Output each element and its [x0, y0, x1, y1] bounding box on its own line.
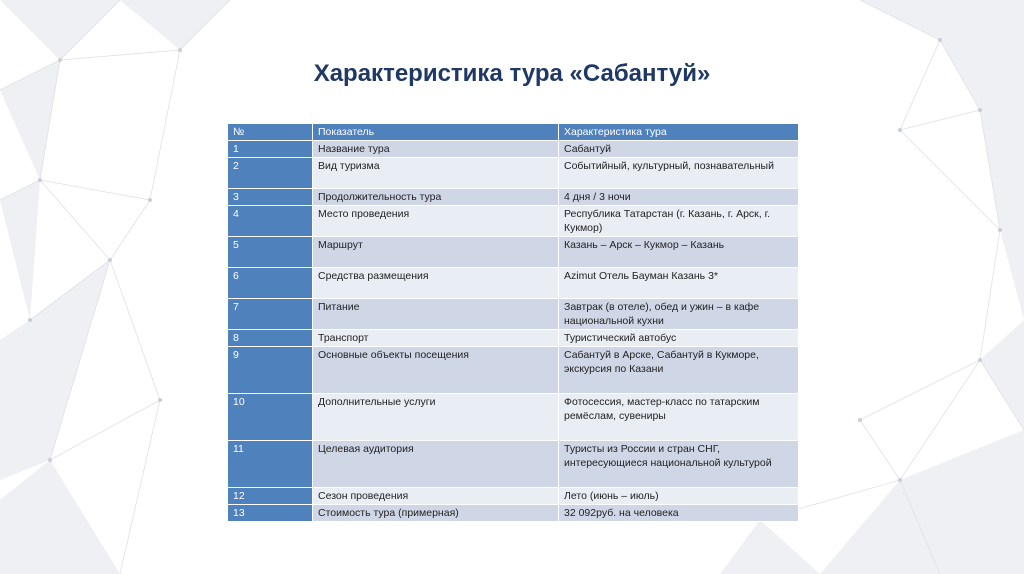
table-row: [228, 347, 799, 394]
row-value: Лето (июнь – июль): [559, 488, 799, 505]
table-row: [228, 158, 799, 189]
row-value: Фотосессия, мастер-класс по татарским ремёслам, сувениры: [559, 394, 799, 441]
table-row: [228, 505, 799, 522]
row-number: 8: [228, 330, 313, 347]
row-parameter: Целевая аудитория: [313, 441, 559, 488]
table-row: [228, 441, 799, 488]
row-value: Azimut Отель Бауман Казань 3*: [559, 268, 799, 299]
table-row: [228, 268, 799, 299]
row-parameter: Маршрут: [313, 237, 559, 268]
row-parameter: Питание: [313, 299, 559, 330]
row-value: Туристы из России и стран СНГ, интересующиеся национальной культурой: [559, 441, 799, 488]
row-value: Туристический автобус: [559, 330, 799, 347]
row-number: 10: [228, 394, 313, 441]
row-parameter: Вид туризма: [313, 158, 559, 189]
row-value: Событийный, культурный, познавательный: [559, 158, 799, 189]
row-parameter: Название тура: [313, 141, 559, 158]
row-number: 7: [228, 299, 313, 330]
row-parameter: Стоимость тура (примерная): [313, 505, 559, 522]
row-parameter: Основные объекты посещения: [313, 347, 559, 394]
row-value: 4 дня / 3 ночи: [559, 189, 799, 206]
row-value: Завтрак (в отеле), обед и ужин – в кафе национальной кухни: [559, 299, 799, 330]
row-number: 2: [228, 158, 313, 189]
tour-characteristics-table: [227, 123, 799, 522]
row-number: 11: [228, 441, 313, 488]
table-row: [228, 237, 799, 268]
header-parameter: Показатель: [313, 124, 559, 141]
row-value: Сабантуй: [559, 141, 799, 158]
row-number: 4: [228, 206, 313, 237]
row-number: 6: [228, 268, 313, 299]
row-value: Сабантуй в Арске, Сабантуй в Кукморе, экскурсия по Казани: [559, 347, 799, 394]
row-value: 32 092руб. на человека: [559, 505, 799, 522]
row-value: Казань – Арск – Кукмор – Казань: [559, 237, 799, 268]
table-row: [228, 330, 799, 347]
header-characteristic: Характеристика тура: [559, 124, 799, 141]
slide-title: Характеристика тура «Сабантуй»: [313, 60, 711, 87]
header-number: №: [228, 124, 313, 141]
table-header-row: [228, 124, 799, 141]
table-row: [228, 141, 799, 158]
row-parameter: Сезон проведения: [313, 488, 559, 505]
row-parameter: Место проведения: [313, 206, 559, 237]
row-parameter: Средства размещения: [313, 268, 559, 299]
row-number: 13: [228, 505, 313, 522]
row-number: 1: [228, 141, 313, 158]
row-number: 5: [228, 237, 313, 268]
table-row: [228, 394, 799, 441]
row-number: 9: [228, 347, 313, 394]
table-row: [228, 488, 799, 505]
row-parameter: Дополнительные услуги: [313, 394, 559, 441]
row-number: 12: [228, 488, 313, 505]
row-parameter: Транспорт: [313, 330, 559, 347]
row-parameter: Продолжительность тура: [313, 189, 559, 206]
table-row: [228, 299, 799, 330]
table-row: [228, 189, 799, 206]
row-number: 3: [228, 189, 313, 206]
row-value: Республика Татарстан (г. Казань, г. Арск, г. Кукмор): [559, 206, 799, 237]
table-row: [228, 206, 799, 237]
